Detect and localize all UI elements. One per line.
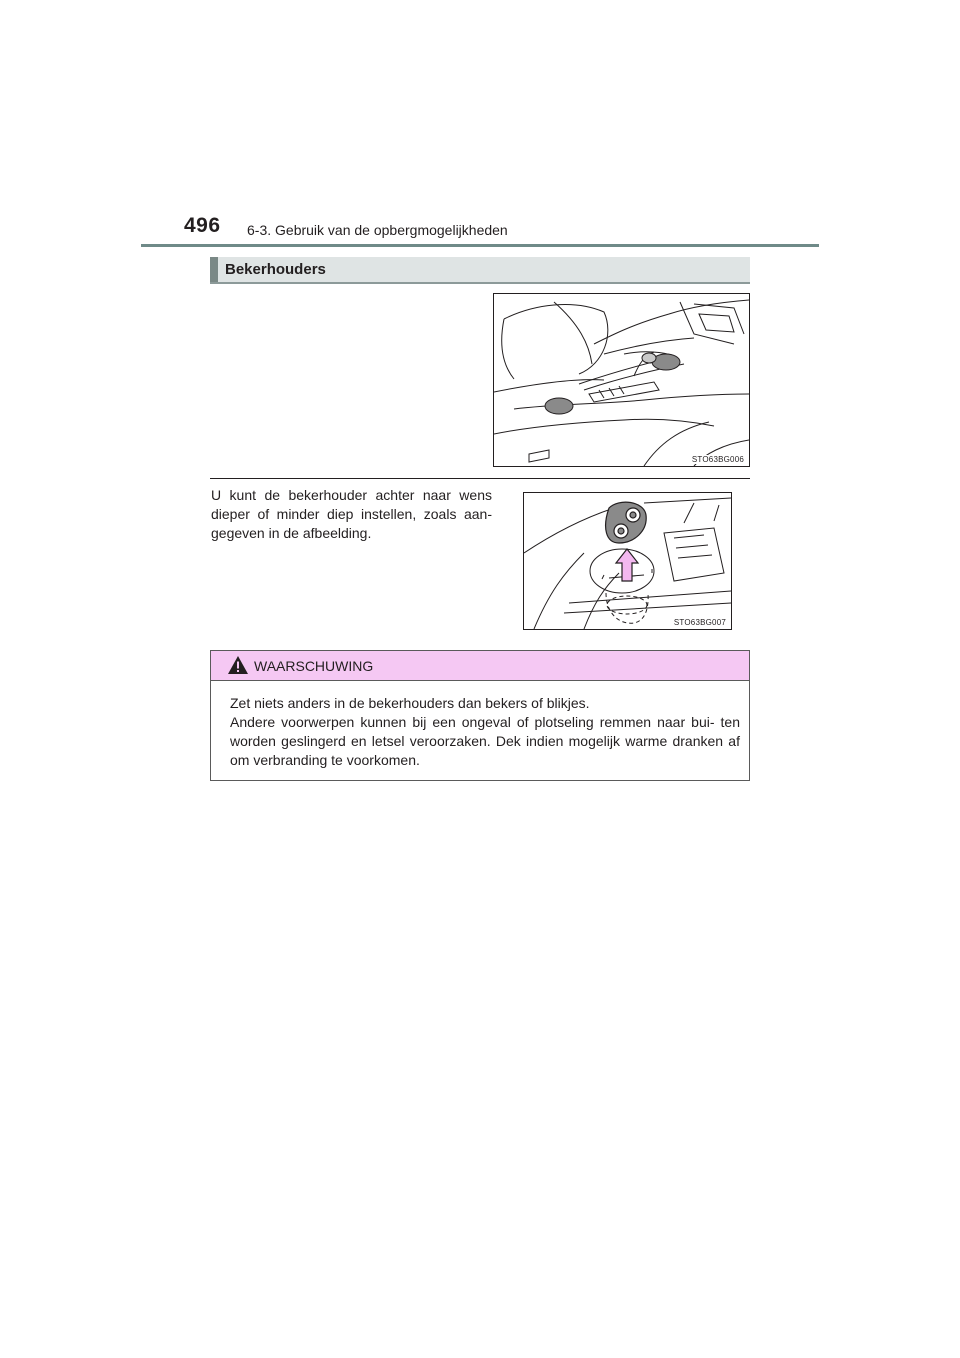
figure-code: STO63BG007: [673, 618, 726, 627]
cupholder-adjust-illustration: [524, 493, 731, 629]
warning-line: Zet niets anders in de bekerhouders dan bekers of blikjes.: [230, 695, 590, 711]
section-divider: [210, 478, 750, 479]
section-heading-bar: [210, 257, 750, 284]
warning-header: [211, 651, 749, 681]
page-number: 496: [184, 214, 221, 237]
center-console-cupholder-illustration: [494, 294, 749, 466]
figure-center-console: [493, 293, 750, 467]
section-heading-tab: [210, 257, 218, 282]
warning-box: [210, 650, 750, 781]
header-divider: [141, 244, 819, 247]
warning-line: Andere voorwerpen kunnen bij een ongeval of plotseling remmen naar bui- ten worden geslingerd en letsel veroorzaken. Dek indien mogelijk warme dranken af om verbranding te voorkomen.: [230, 714, 740, 768]
section-title: Bekerhouders: [225, 261, 326, 278]
figure-cupholder-adjust: [523, 492, 732, 630]
warning-body: [230, 694, 740, 770]
chapter-title: 6-3. Gebruik van de opbergmogelijkheden: [247, 222, 508, 238]
warning-title: WAARSCHUWING: [254, 658, 374, 674]
figure-code: STO63BG006: [691, 455, 744, 464]
body-paragraph: U kunt de bekerhouder achter naar wens dieper of minder diep instellen, zoals aan- gegeven in de afbeelding.: [211, 487, 492, 541]
warning-triangle-icon: [227, 655, 249, 675]
